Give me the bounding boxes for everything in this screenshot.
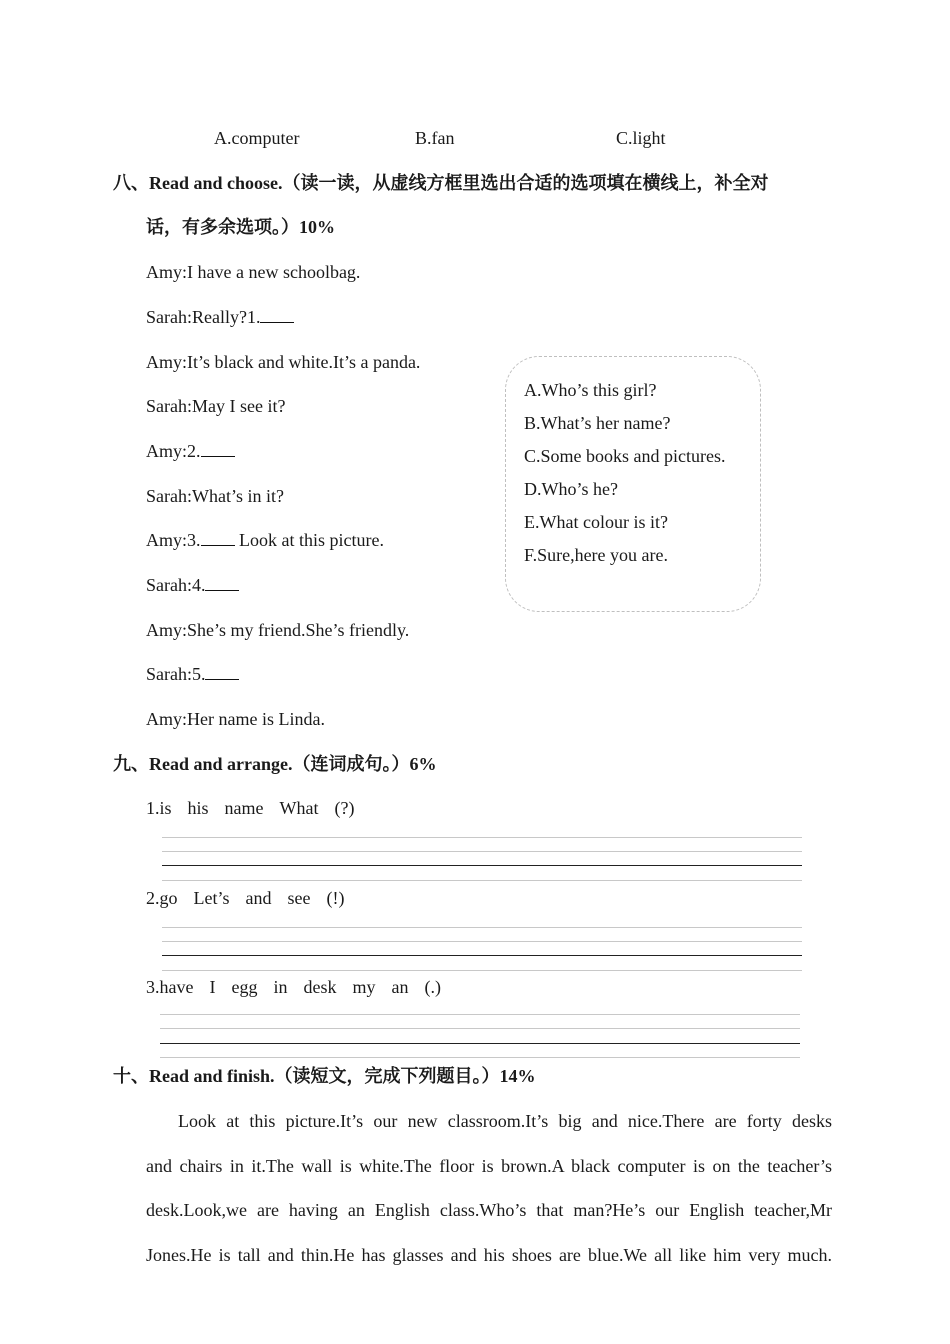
arrange-item-3: 3.have I egg in desk my an (.) (146, 977, 442, 997)
dialogue-line: Amy:Her name is Linda. (146, 709, 325, 729)
option-f: F.Sure,here you are. (524, 545, 669, 565)
section10-heading: 十、Read and finish.（读短文，完成下列题目。）14% (113, 1066, 536, 1086)
arrange-item-2: 2.go Let’s and see (!) (146, 888, 345, 908)
section8-heading: 八、Read and choose.（读一读，从虚线方框里选出合适的选项填在横线上，补全对 (113, 173, 769, 193)
dialogue-line: Sarah:What’s in it? (146, 486, 284, 506)
dialogue-line: Amy:It’s black and white.It’s a panda. (146, 352, 421, 372)
dialogue-line: Amy:I have a new schoolbag. (146, 262, 361, 282)
prev-option-b: B.fan (415, 128, 455, 148)
passage-line: Jones.He is tall and thin.He has glasses and his shoes are blue.We all like him very much. (146, 1245, 832, 1265)
dialogue-line: Amy:She’s my friend.She’s friendly. (146, 620, 410, 640)
options-box (505, 356, 761, 612)
answer-blank-4[interactable] (205, 576, 239, 591)
section9-heading: 九、Read and arrange.（连词成句。）6% (113, 754, 437, 774)
section8-heading-cont: 话，有多余选项。）10% (146, 217, 335, 237)
option-b: B.What’s her name? (524, 413, 671, 433)
dialogue-line: Sarah:5. (146, 663, 239, 685)
answer-blank-1[interactable] (260, 308, 294, 323)
prev-option-c: C.light (616, 128, 666, 148)
option-d: D.Who’s he? (524, 479, 618, 499)
option-a: A.Who’s this girl? (524, 380, 657, 400)
passage-line: Look at this picture.It’s our new classroom.It’s big and nice.There are forty desks (178, 1111, 832, 1131)
answer-blank-3[interactable] (201, 531, 235, 546)
option-c: C.Some books and pictures. (524, 446, 726, 466)
passage-line: desk.Look,we are having an English class.Who’s that man?He’s our English teacher,Mr (146, 1200, 832, 1220)
dialogue-line: Sarah:May I see it? (146, 396, 286, 416)
dialogue-line: Sarah:4. (146, 574, 239, 596)
dialogue-line: Sarah:Really?1. (146, 306, 294, 328)
dialogue-line: Amy:3. Look at this picture. (146, 530, 384, 550)
option-e: E.What colour is it? (524, 512, 668, 532)
passage-line: and chairs in it.The wall is white.The floor is brown.A black computer is on the teacher’s (146, 1156, 832, 1176)
prev-option-a: A.computer (214, 128, 300, 148)
arrange-item-1: 1.is his name What (?) (146, 798, 355, 818)
dialogue-line: Amy:2. (146, 440, 235, 462)
answer-blank-5[interactable] (205, 665, 239, 680)
answer-blank-2[interactable] (201, 442, 235, 457)
